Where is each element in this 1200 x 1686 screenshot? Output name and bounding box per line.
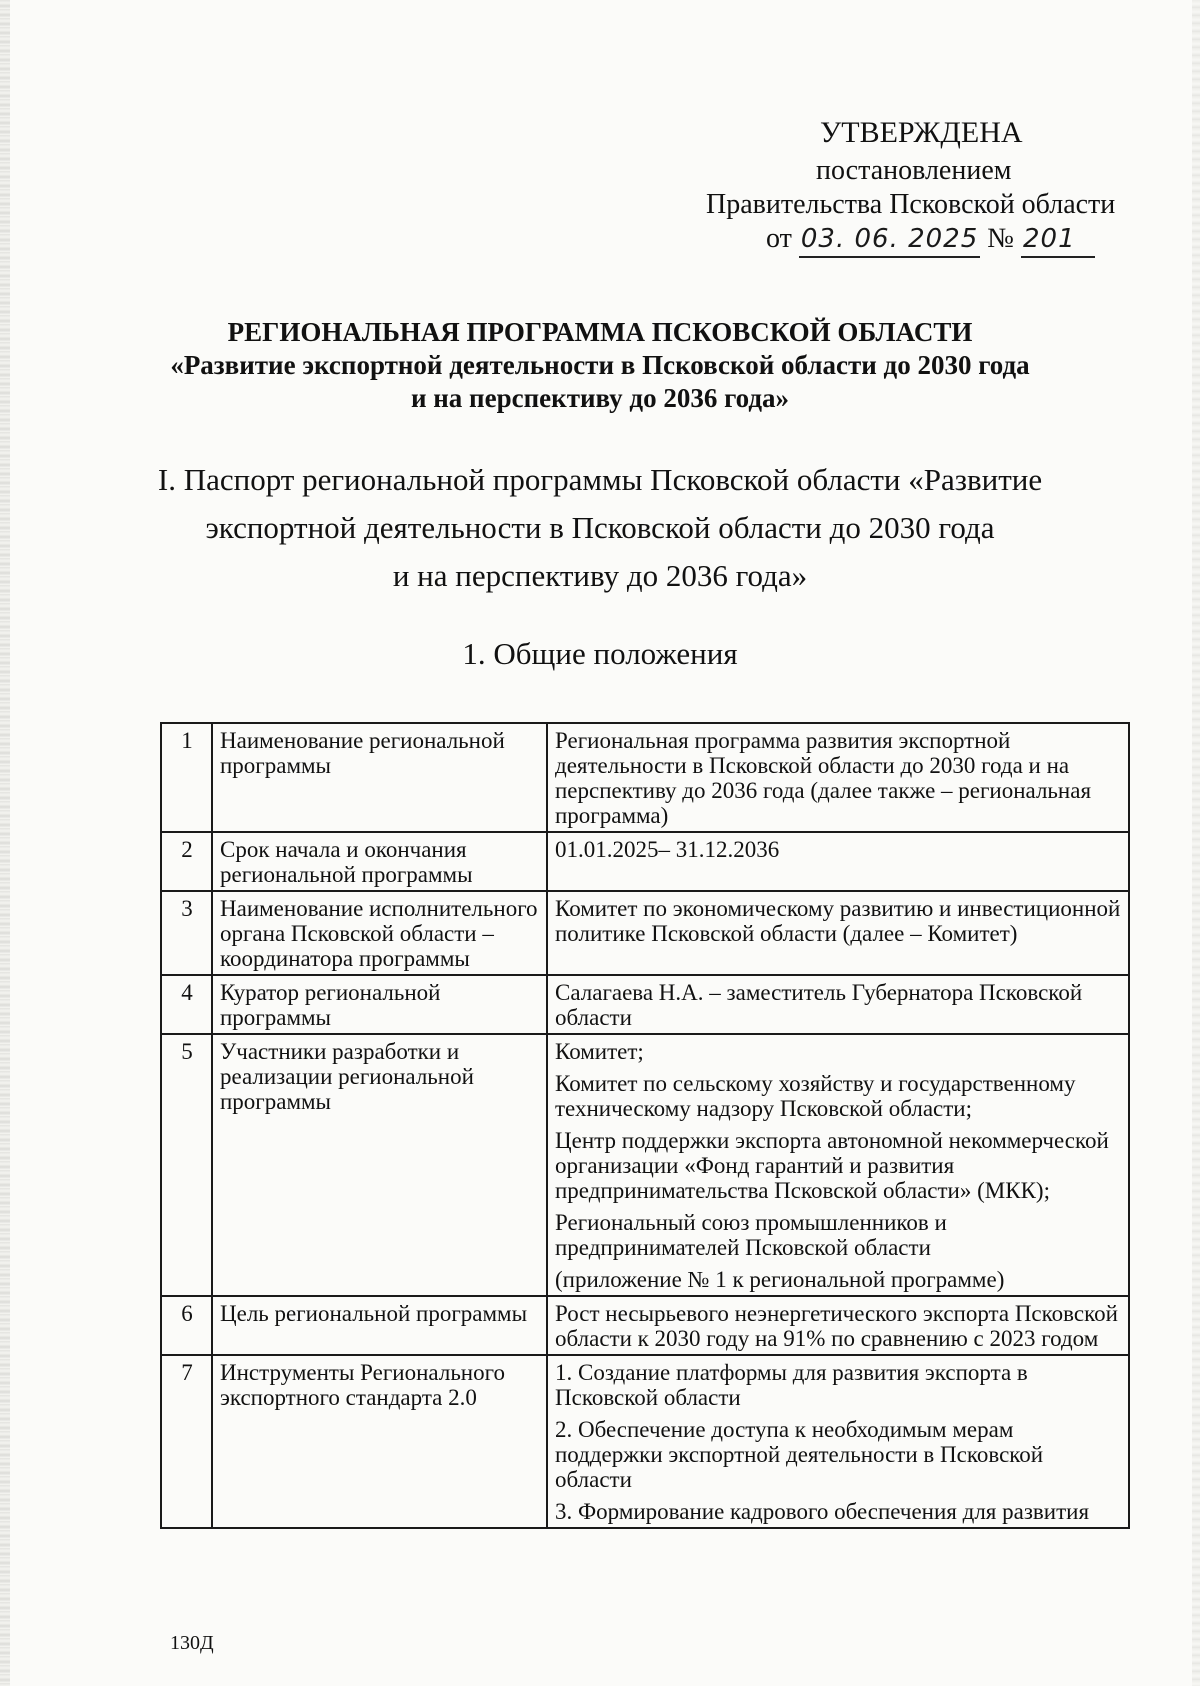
row-value-paragraph: Центр поддержки экспорта автономной некоммерческой организации «Фонд гарантий и развития предпринимательства Псковской области» (МКК); [555,1128,1109,1203]
row-value [547,1355,1129,1528]
row-value-paragraph: 2. Обеспечение доступа к необходимым мерам поддержки экспортной деятельности в Псковской области [555,1417,1044,1492]
program-title-line1: РЕГИОНАЛЬНАЯ ПРОГРАММА ПСКОВСКОЙ ОБЛАСТИ [227,317,973,347]
passport-title-line3: и на перспективу до 2036 года» [392,558,808,593]
row-number: 3 [161,891,212,975]
row-name: Наименование исполнительного органа Псковской области – координатора программы [212,891,547,975]
handwritten-date: 03. 06. 2025 [799,222,980,258]
approval-line-decree: постановлением [816,155,1012,186]
approval-date-line [766,222,1095,258]
row-value-paragraph: Комитет по сельскому хозяйству и государственному техническому надзору Псковской области; [555,1071,1076,1121]
row-name: Куратор региональной программы [212,975,547,1034]
row-number: 7 [161,1355,212,1528]
table-row [161,975,1129,1034]
table-row [161,891,1129,975]
row-number: 1 [161,723,212,832]
row-name: Срок начала и окончания региональной программы [212,832,547,891]
footer-code: 130Д [170,1632,214,1654]
row-name: Инструменты Регионального экспортного стандарта 2.0 [212,1355,547,1528]
scan-edge-left [0,0,10,1686]
row-name: Участники разработки и реализации региональной программы [212,1034,547,1296]
program-title-line2: «Развитие экспортной деятельности в Псковской области до 2030 года [170,350,1030,380]
approval-title: УТВЕРЖДЕНА [820,116,1023,149]
row-value [547,723,1129,832]
row-value-paragraph: Региональный союз промышленников и предпринимателей Псковской области [555,1210,947,1260]
number-label: № [987,223,1014,254]
program-title-line3: и на перспективу до 2036 года» [410,383,790,413]
table-row [161,1296,1129,1355]
row-value-paragraph: 3. Формирование кадрового обеспечения для развития [555,1499,1090,1524]
table-row [161,832,1129,891]
handwritten-number: 201 [1021,222,1095,258]
row-value-paragraph: Салагаева Н.А. – заместитель Губернатора Псковской области [555,980,1083,1030]
from-label: от [766,223,792,254]
row-number: 5 [161,1034,212,1296]
passport-table [160,722,1130,1529]
passport-title-line1: I. Паспорт региональной программы Псковской области «Развитие [157,462,1043,497]
row-number: 6 [161,1296,212,1355]
row-value [547,1296,1129,1355]
row-name: Цель региональной программы [212,1296,547,1355]
row-value-paragraph: 01.01.2025– 31.12.2036 [555,837,780,862]
row-value-paragraph: 1. Создание платформы для развития экспорта в Псковской области [555,1360,1028,1410]
row-value [547,891,1129,975]
row-number: 4 [161,975,212,1034]
row-value-paragraph: Комитет по экономическому развитию и инвестиционной политике Псковской области (далее – Комитет) [555,896,1121,946]
row-value [547,832,1129,891]
scan-edge-right [1192,0,1200,1686]
row-name: Наименование региональной программы [212,723,547,832]
table-row [161,1355,1129,1528]
table-row [161,1034,1129,1296]
row-value-paragraph: Комитет; [555,1039,644,1064]
row-value-paragraph: Рост несырьевого неэнергетического экспорта Псковской области к 2030 году на 91% по сравнению с 2023 годом [555,1301,1118,1351]
passport-title [150,456,1050,600]
row-number: 2 [161,832,212,891]
row-value-paragraph: Региональная программа развития экспортной деятельности в Псковской области до 2030 года и на перспективу до 2036 года (далее также – региональная программа) [555,728,1092,828]
row-value [547,975,1129,1034]
passport-title-line2: экспортной деятельности в Псковской области до 2030 года [205,510,995,545]
row-value [547,1034,1129,1296]
section-title: 1. Общие положения [462,636,738,671]
table-row [161,723,1129,832]
approval-line-government: Правительства Псковской области [706,189,1116,220]
program-title [100,316,1100,415]
row-value-paragraph: (приложение № 1 к региональной программе) [555,1267,1005,1292]
